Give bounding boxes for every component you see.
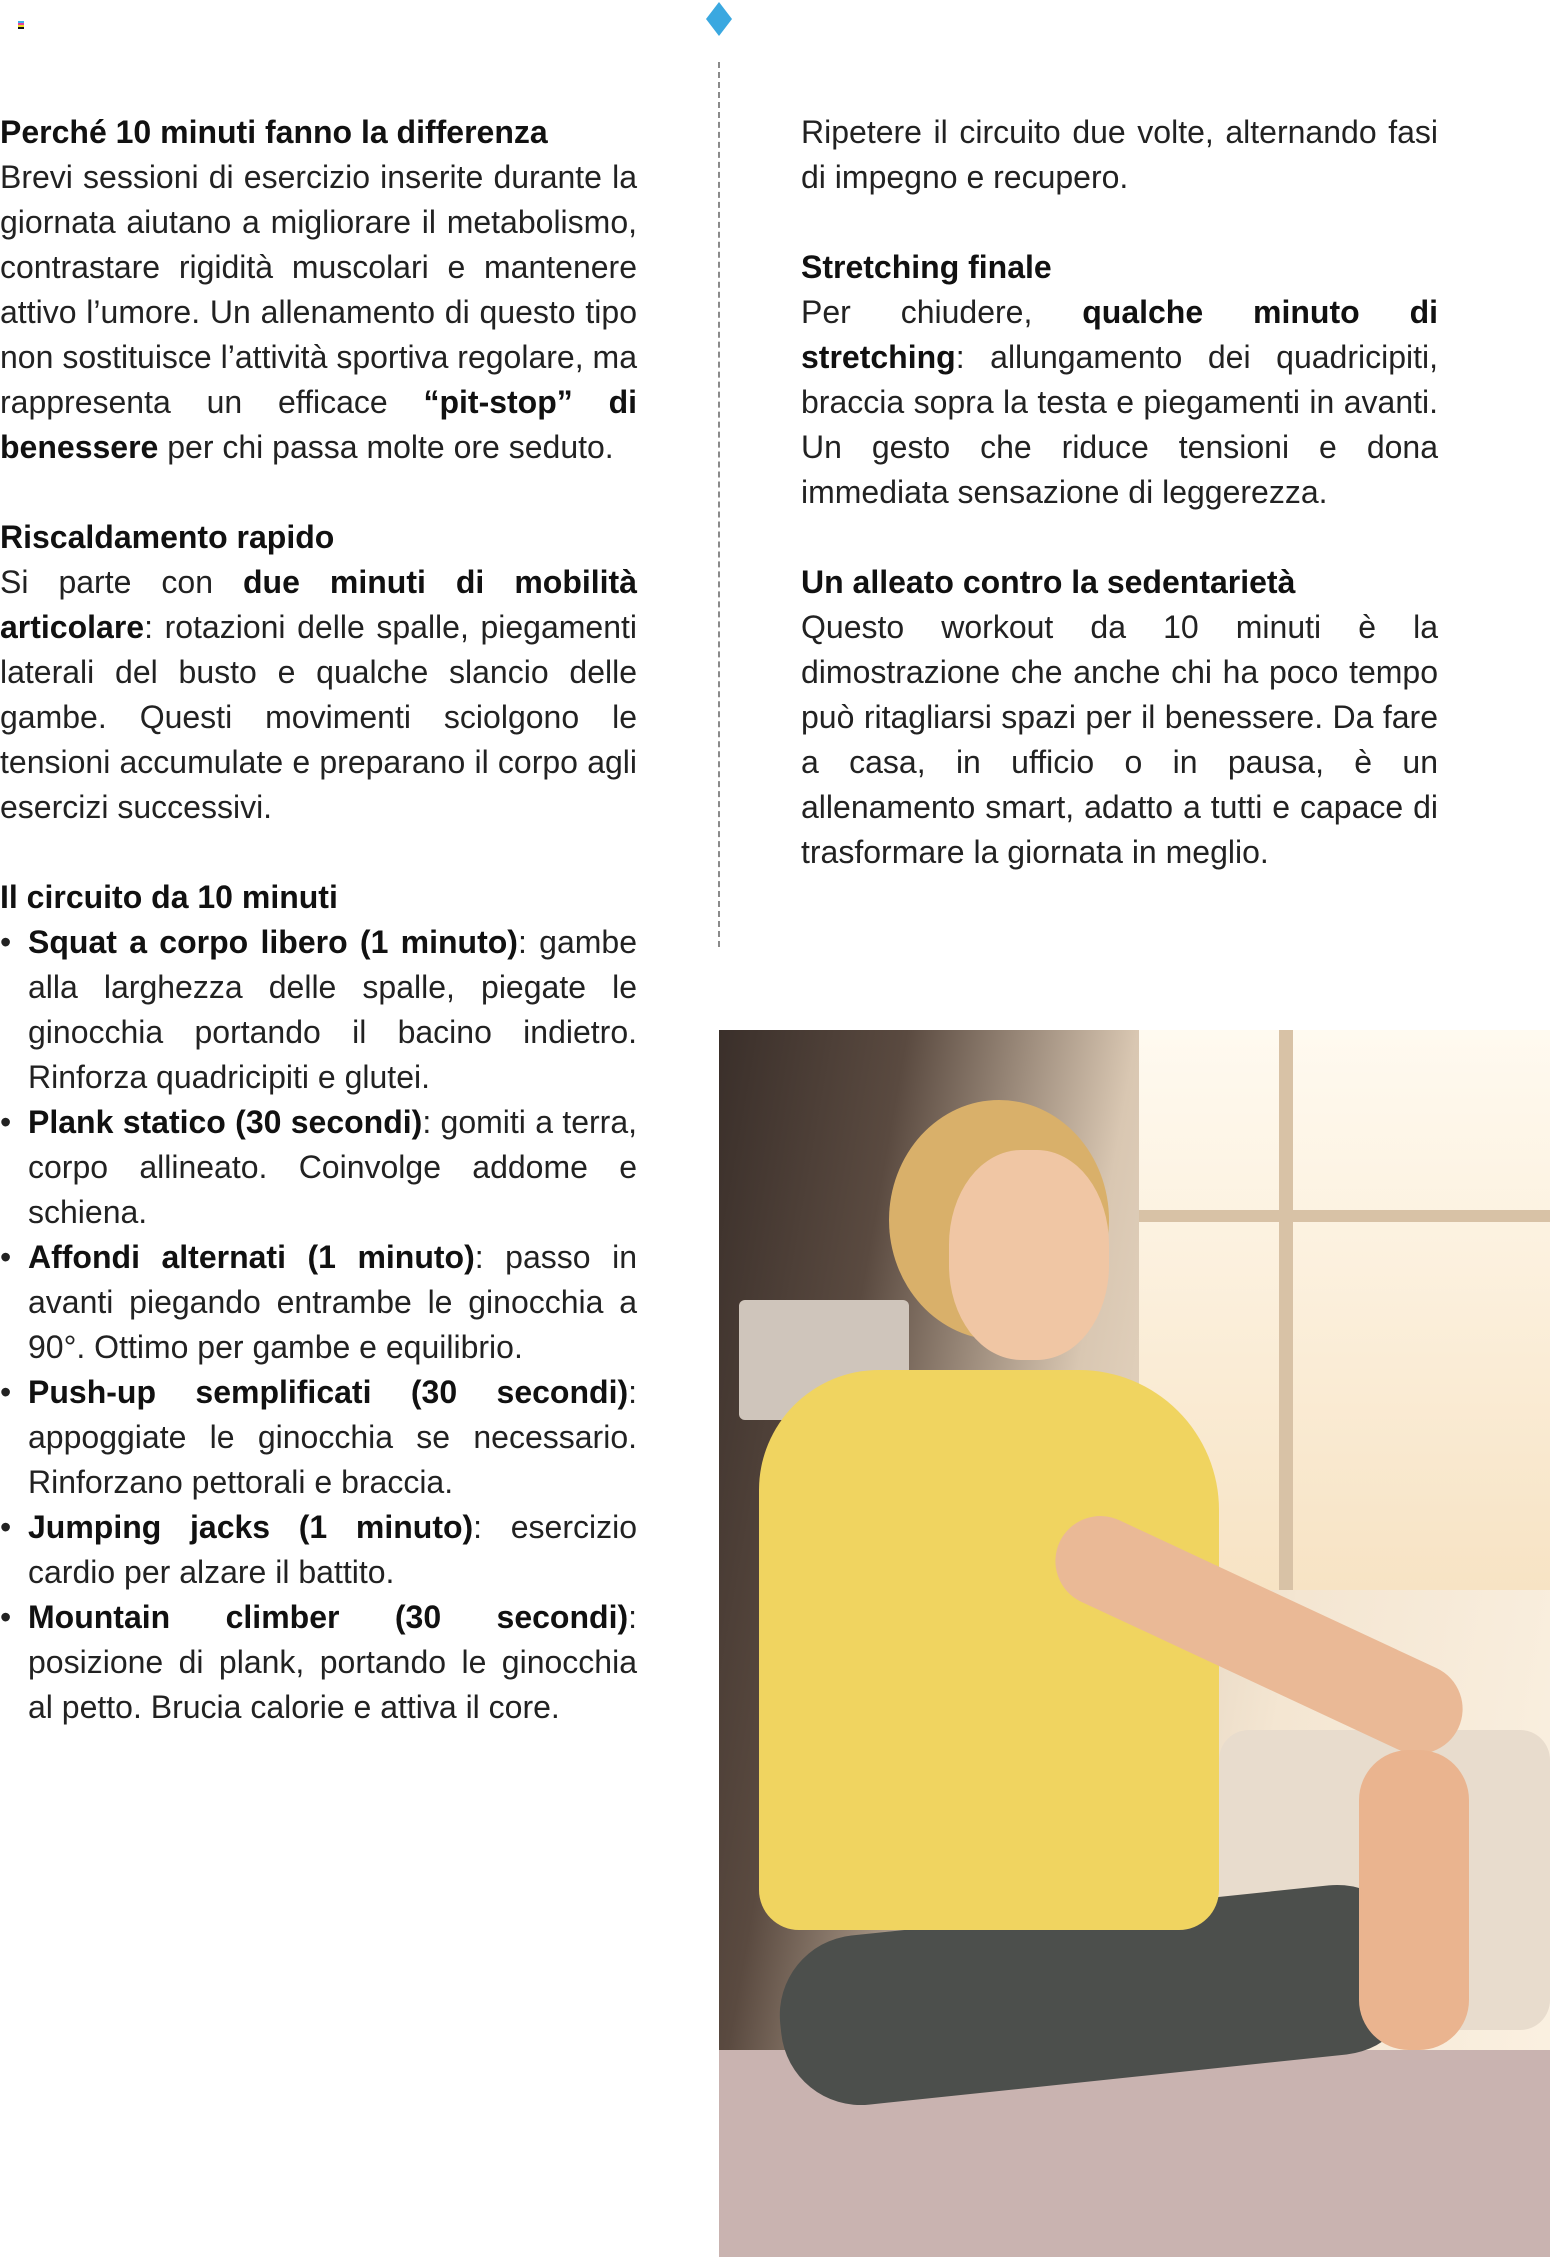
list-item [0, 1235, 637, 1370]
body-text: : gomiti a terra, corpo allineato. Coinvolge addome e schiena. [28, 1104, 638, 1230]
article-section [0, 110, 637, 470]
bold-text: qualche minuto di stretching [801, 294, 1438, 375]
section-paragraph [801, 605, 1438, 875]
woman-stretching-photo [719, 1030, 1550, 2257]
bold-text: Plank statico (30 secondi) [28, 1104, 423, 1140]
body-text: Si parte con [0, 564, 243, 600]
list-item [0, 1370, 637, 1505]
left-column [0, 110, 637, 1775]
body-text: : esercizio cardio per alzare il battito. [28, 1509, 637, 1590]
column-divider [718, 62, 720, 947]
section-heading: Un alleato contro la sedentarietà [801, 564, 1296, 600]
article-section [0, 515, 637, 830]
article-section [801, 560, 1438, 875]
section-heading: Perché 10 minuti fanno la differenza [0, 114, 548, 150]
section-heading: Il circuito da 10 minuti [0, 879, 338, 915]
list-item [0, 1100, 637, 1235]
bold-text: Mountain climber (30 secondi) [28, 1599, 629, 1635]
body-text: : passo in avanti piegando entrambe le ginocchia a 90°. Ottimo per gambe e equilibrio. [28, 1239, 638, 1365]
bold-text: Squat a corpo libero (1 minuto) [28, 924, 518, 960]
body-text: per chi passa molte ore seduto. [158, 429, 614, 465]
bold-text: “pit-stop” di benessere [0, 384, 637, 465]
exercise-list [0, 920, 637, 1730]
body-text: Per chiudere, [801, 294, 1083, 330]
body-text: Ripetere il circuito due volte, alternando fasi di impegno e recupero. [801, 114, 1438, 195]
right-column [801, 110, 1438, 920]
bold-text: due minuti di mobilità articolare [0, 564, 637, 645]
section-paragraph [801, 110, 1438, 200]
body-text: Brevi sessioni di esercizio inserite durante la giornata aiutano a migliorare il metabolismo, contrastare rigidità muscolari e mantenere attivo l’umore. Un allenamento di questo tipo non sostituisce l’attività sportiva regolare, ma rappresenta un efficace [0, 159, 637, 420]
print-color-marks [18, 21, 24, 29]
bold-text: Push-up semplificati (30 secondi) [28, 1374, 629, 1410]
bold-text: Jumping jacks (1 minuto) [28, 1509, 474, 1545]
body-text: Questo workout da 10 minuti è la dimostrazione che anche chi ha poco tempo può ritagliarsi spazi per il benessere. Da fare a casa, in ufficio o in pausa, è un allenamento smart, adatto a tutti e capace di trasformare la giornata in meglio. [801, 609, 1438, 870]
list-item [0, 1505, 637, 1595]
section-heading: Riscaldamento rapido [0, 519, 335, 555]
body-text: : posizione di plank, portando le ginocchia al petto. Brucia calorie e attiva il core. [28, 1599, 637, 1725]
section-paragraph [0, 155, 637, 470]
list-item [0, 1595, 637, 1730]
section-paragraph [801, 290, 1438, 515]
article-section [0, 875, 637, 1730]
body-text: : allungamento dei quadricipiti, braccia sopra la testa e piegamenti in avanti. Un gesto che riduce tensioni e dona immediata sensazione di leggerezza. [801, 339, 1438, 510]
article-section [801, 245, 1438, 515]
list-item [0, 920, 637, 1100]
body-text: : appoggiate le ginocchia se necessario. Rinforzano pettorali e braccia. [28, 1374, 637, 1500]
body-text: : gambe alla larghezza delle spalle, piegate le ginocchia portando il bacino indietro. Rinforza quadricipiti e glutei. [28, 924, 638, 1095]
body-text: : rotazioni delle spalle, piegamenti laterali del busto e qualche slancio delle gambe. Questi movimenti sciolgono le tensioni accumulate e preparano il corpo agli esercizi successivi. [0, 609, 637, 825]
diamond-icon [706, 2, 732, 36]
article-section [801, 110, 1438, 200]
section-paragraph [0, 560, 637, 830]
bold-text: Affondi alternati (1 minuto) [28, 1239, 475, 1275]
section-heading: Stretching finale [801, 249, 1052, 285]
